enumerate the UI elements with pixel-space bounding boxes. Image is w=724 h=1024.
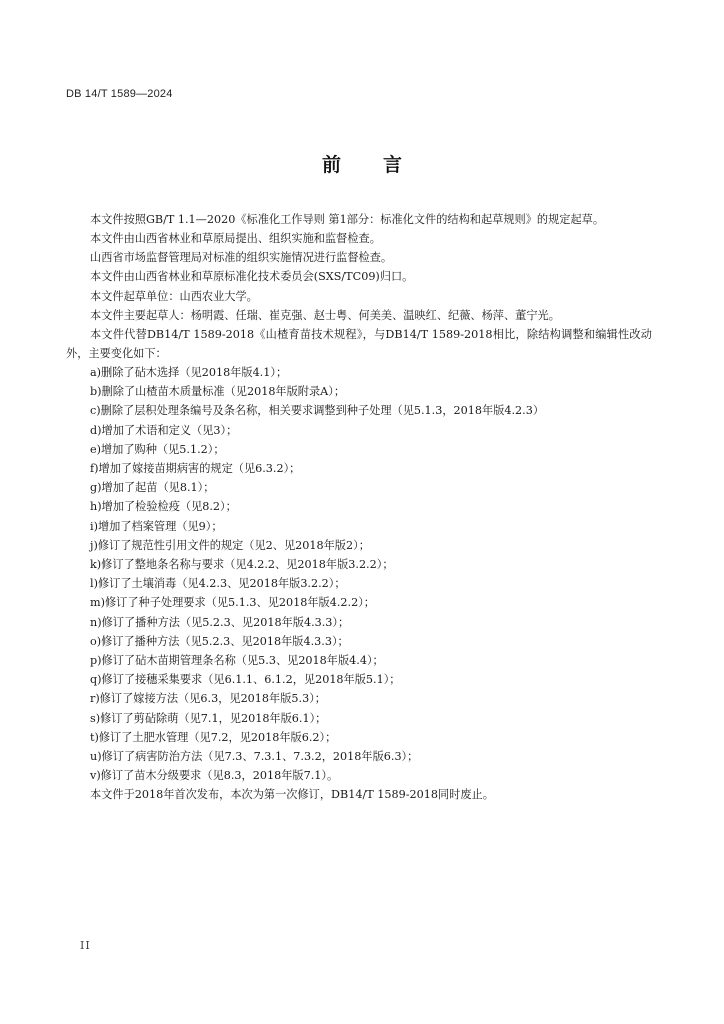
list-item: o)修订了播种方法（见5.2.3、见2018年版4.3.3）； [90, 634, 349, 648]
paragraph-proposer: 本文件由山西省林业和草原局提出、组织实施和监督检查。 [90, 232, 381, 245]
foreword-body [66, 210, 652, 805]
paragraph-drafting-rules: 本文件按照GB/T 1.1—2020《标准化工作导则 第1部分：标准化文件的结构和起草规则》的规定起草。 [90, 213, 605, 226]
paragraph-committee: 本文件由山西省林业和草原标准化技术委员会(SXS/TC09)归口。 [90, 270, 414, 284]
list-item: e)增加了购种（见5.1.2）； [90, 442, 225, 456]
list-item: q)修订了接穗采集要求（见6.1.1、6.1.2，见2018年版5.1）； [90, 673, 401, 687]
list-item: l)修订了土壤消毒（见4.2.3、见2018年版3.2.2）； [90, 577, 346, 591]
list-item: b)删除了山楂苗木质量标准（见2018年版附录A）； [90, 385, 346, 399]
list-item: n)修订了播种方法（见5.2.3、见2018年版4.3.3）； [90, 615, 350, 629]
list-item: i)增加了档案管理（见9）； [90, 519, 223, 533]
list-item: m)修订了种子处理要求（见5.1.3、见2018年版4.2.2）； [90, 596, 375, 610]
paragraph-supervision: 山西省市场监督管理局对标准的组织实施情况进行监督检查。 [90, 251, 393, 265]
changes-list [66, 363, 652, 785]
list-item: c)删除了层积处理条编号及条名称，相关要求调整到种子处理（见5.1.3，2018年版4.2.3） [90, 404, 545, 418]
list-item: h)增加了检验检疫（见8.2）； [90, 500, 237, 514]
list-item: d)增加了术语和定义（见3）； [90, 423, 238, 437]
list-item: p)修订了砧木苗期管理条名称（见5.3、见2018年版4.4）； [90, 654, 384, 668]
list-item: t)修订了土肥水管理（见7.2，见2018年版6.2）； [90, 730, 337, 744]
header-divider [66, 104, 652, 105]
section-title: 前言 [321, 154, 444, 176]
paragraph-drafting-unit: 本文件起草单位：山西农业大学。 [90, 289, 258, 303]
paragraph-replacement: 本文件代替DB14/T 1589-2018《山楂育苗技术规程》，与DB14/T 1589-2018相比，除结构调整和编辑性改动外，主要变化如下： [66, 328, 652, 361]
paragraph-closing: 本文件于2018年首次发布，本次为第一次修订，DB14/T 1589-2018同时废止。 [90, 788, 494, 802]
list-item: a)删除了砧木选择（见2018年版4.1）； [90, 366, 288, 380]
list-item: g)增加了起苗（见8.1）； [90, 481, 215, 495]
list-item: v)修订了苗木分级要求（见8.3，2018年版7.1）。 [90, 769, 339, 783]
list-item: r)修订了嫁接方法（见6.3，见2018年版5.3）； [90, 692, 326, 706]
paragraph-drafters: 本文件主要起草人：杨明霞、任瑞、崔克强、赵士粤、何美美、温映红、纪薇、杨萍、董宁光。 [90, 308, 560, 322]
list-item: j)修订了规范性引用文件的规定（见2、见2018年版2）； [90, 538, 370, 552]
document-code: DB 14/T 1589—2024 [66, 88, 173, 100]
page-number: II [80, 939, 91, 952]
list-item: s)修订了剪砧除萌（见7.1，见2018年版6.1）； [90, 711, 327, 725]
list-item: f)增加了嫁接苗期病害的规定（见6.3.2）； [90, 462, 301, 476]
list-item: k)修订了整地条名称与要求（见4.2.2、见2018年版3.2.2）； [90, 558, 394, 572]
list-item: u)修订了病害防治方法（见7.3、7.3.1、7.3.2，2018年版6.3）； [90, 750, 419, 764]
